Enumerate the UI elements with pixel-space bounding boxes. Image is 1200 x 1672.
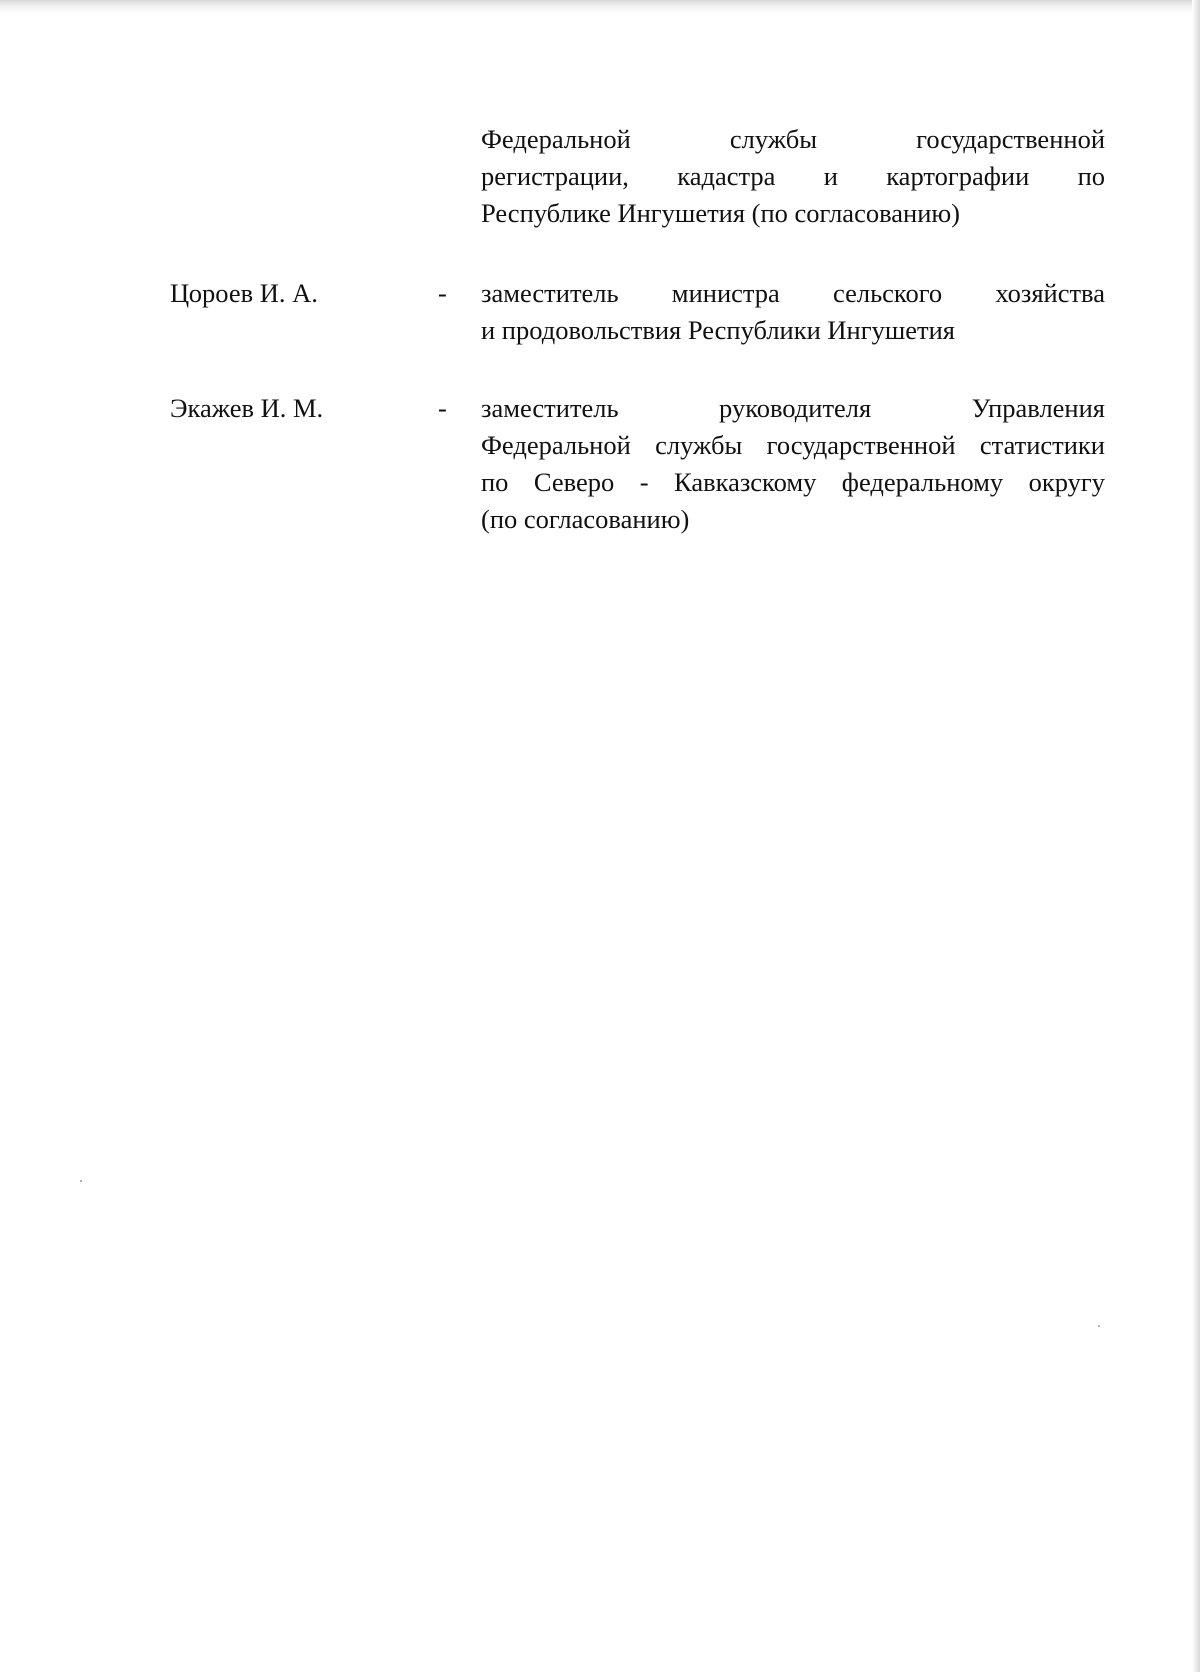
- text-line: Федеральной службы государственной: [481, 124, 1105, 154]
- text-line: и продовольствия Республики Ингушетия: [481, 315, 955, 345]
- text-line: заместитель министра сельского хозяйства: [481, 278, 1105, 308]
- text-line: Республике Ингушетия (по согласованию): [481, 198, 960, 228]
- member-position: [481, 390, 1105, 538]
- member-name: Экажев И. М.: [170, 393, 324, 423]
- separator-dash: -: [438, 278, 447, 308]
- text-line: (по согласованию): [481, 504, 690, 534]
- text-line: заместитель руководителя Управления: [481, 393, 1105, 423]
- text-line: по Северо - Кавказскому федеральному округу: [481, 467, 1105, 497]
- scan-top-edge: [0, 0, 1200, 14]
- scan-speck: [80, 1180, 82, 1182]
- separator-dash: -: [438, 393, 447, 423]
- previous-entry-continuation: [481, 121, 1105, 232]
- text-line: регистрации, кадастра и картографии по: [481, 161, 1105, 191]
- text-line: Федеральной службы государственной статистики: [481, 430, 1105, 460]
- scan-speck: [1098, 1325, 1100, 1327]
- member-name: Цороев И. А.: [170, 278, 318, 308]
- member-position: [481, 275, 1105, 349]
- scan-right-edge: [1192, 0, 1200, 1672]
